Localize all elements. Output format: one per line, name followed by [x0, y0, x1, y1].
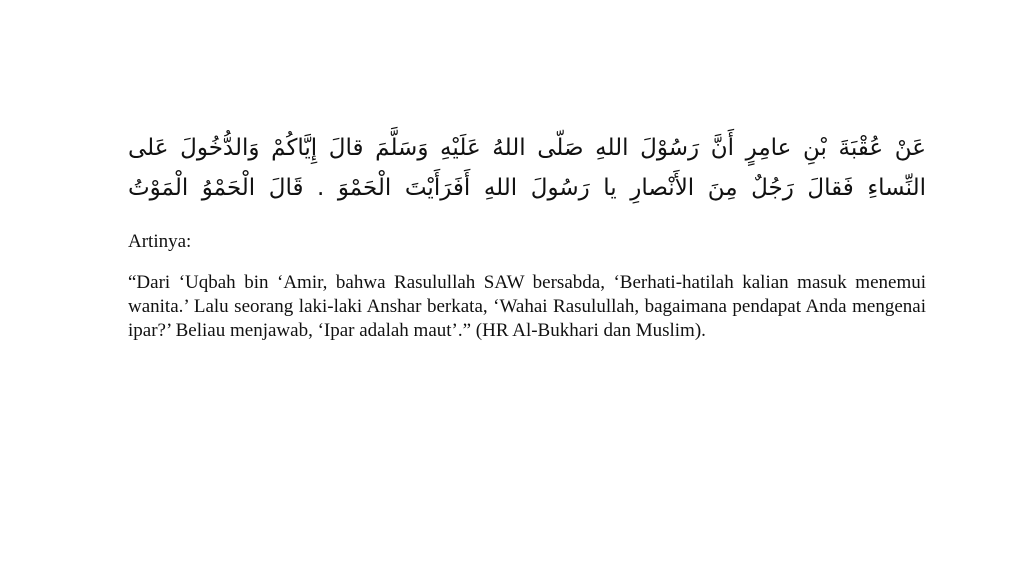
translation-label: Artinya: — [128, 231, 192, 252]
document-body — [128, 128, 926, 343]
arabic-hadith-text: عَنْ عُقْبَةَ بْنِ عامِرٍ أَنَّ رَسُوْلَ اللهِ صَلّى اللهُ عَلَيْهِ وَسَلَّمَ قالَ إِيَّاكُمْ وَالدُّخُولَ عَلى النِّساءِ فَقالَ رَجُلٌ مِنَ الأَنْصارِ يا رَسُولَ اللهِ أَفَرَأَيْتَ الْحَمْوَ . قَالَ الْحَمْوُ الْمَوْتُ — [128, 135, 926, 201]
translation-paragraph: “Dari ‘Uqbah bin ‘Amir, bahwa Rasulullah SAW bersabda, ‘Berhati-hatilah kalian masuk menemui wanita.’ Lalu seorang laki-laki Anshar berkata, ‘Wahai Rasulullah, bagaimana pendapat Anda mengenai ipar?’ Beliau menjawab, ‘Ipar adalah maut’.” (HR Al-Bukhari dan Muslim). — [128, 272, 926, 341]
